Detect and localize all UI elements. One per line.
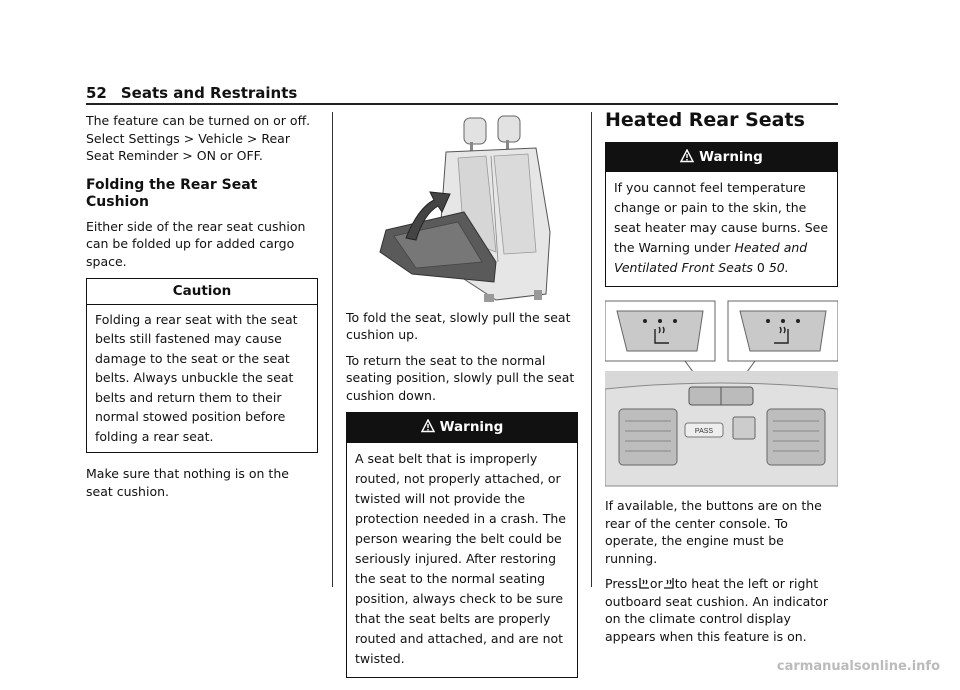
warning-title: Warning [439, 419, 504, 435]
buttons-operation-text: Press or to heat the left or right outboard seat cushion. An indicator on the climate control display appears when this feature is on. [605, 576, 828, 644]
seat-belt-warning-text: A seat belt that is improperly routed, not properly attached, or twisted will not provide the protection needed in a crash. The person wearing the belt could be seriously injured. After restoring the seat to the normal seating position, always check to be sure that the seat belts are properly routed and attached, and are not twisted. [355, 450, 566, 666]
column-divider-1 [332, 112, 333, 587]
column-1 [86, 112, 318, 508]
heated-rear-seats-heading: Heated Rear Seats [605, 109, 805, 131]
buttons-location-text: If available, the buttons are on the rear of the center console. To operate, the engine must be running. [605, 498, 822, 566]
warning-icon [421, 419, 435, 433]
header-rule [86, 103, 838, 105]
column-3 [605, 109, 838, 653]
fold-cushion-text: Either side of the rear seat cushion can be folded up for added cargo space. [86, 218, 306, 269]
rear-seat-illustration [346, 112, 578, 304]
page-number: 52 [86, 84, 107, 102]
cross-reference: Heated and Ventilated Front Seats [614, 240, 808, 275]
heater-warning-box [605, 142, 838, 288]
fold-cushion-heading: Folding the Rear Seat Cushion [86, 176, 258, 210]
cushion-note: Make sure that nothing is on the seat cushion. [86, 466, 289, 499]
page-ref: 50. [768, 260, 789, 275]
page-header [86, 84, 297, 102]
warning-icon [680, 149, 694, 163]
console-pass-label: PASS [694, 428, 714, 435]
heated-seat-buttons-illustration [605, 299, 838, 489]
right-heated-seat-icon [663, 576, 675, 590]
caution-text: Folding a rear seat with the seat belts still fastened may cause damage to the seat or the seat belts. Always unbuckle the seat belts and return them to their normal stowed position before folding a rear seat. [95, 311, 298, 444]
page-ref-symbol: 0 [756, 260, 765, 275]
heater-warning-text: If you cannot feel temperature change or pain to the skin, the seat heater may cause burns. See the Warning under Heated and Ventilated Front Seats 0 50. [614, 180, 829, 275]
watermark: carmanualsonline.info [776, 659, 940, 674]
warning-header [606, 143, 837, 173]
left-heated-seat-icon [638, 576, 650, 590]
return-seat-text: To return the seat to the normal seating position, slowly pull the seat cushion down. [346, 352, 575, 403]
intro-text: The feature can be turned on or off. Select Settings > Vehicle > Rear Seat Reminder > ON or OFF. [86, 113, 311, 163]
seat-belt-warning-box [346, 412, 578, 678]
column-2 [346, 112, 578, 690]
caution-box [86, 278, 318, 453]
warning-title: Warning [699, 148, 763, 165]
column-divider-2 [591, 112, 592, 587]
warning-header [347, 413, 577, 443]
fold-seat-text: To fold the seat, slowly pull the seat cushion up. [346, 309, 571, 342]
caution-title: Caution [87, 279, 317, 305]
section-title: Seats and Restraints [120, 84, 298, 102]
